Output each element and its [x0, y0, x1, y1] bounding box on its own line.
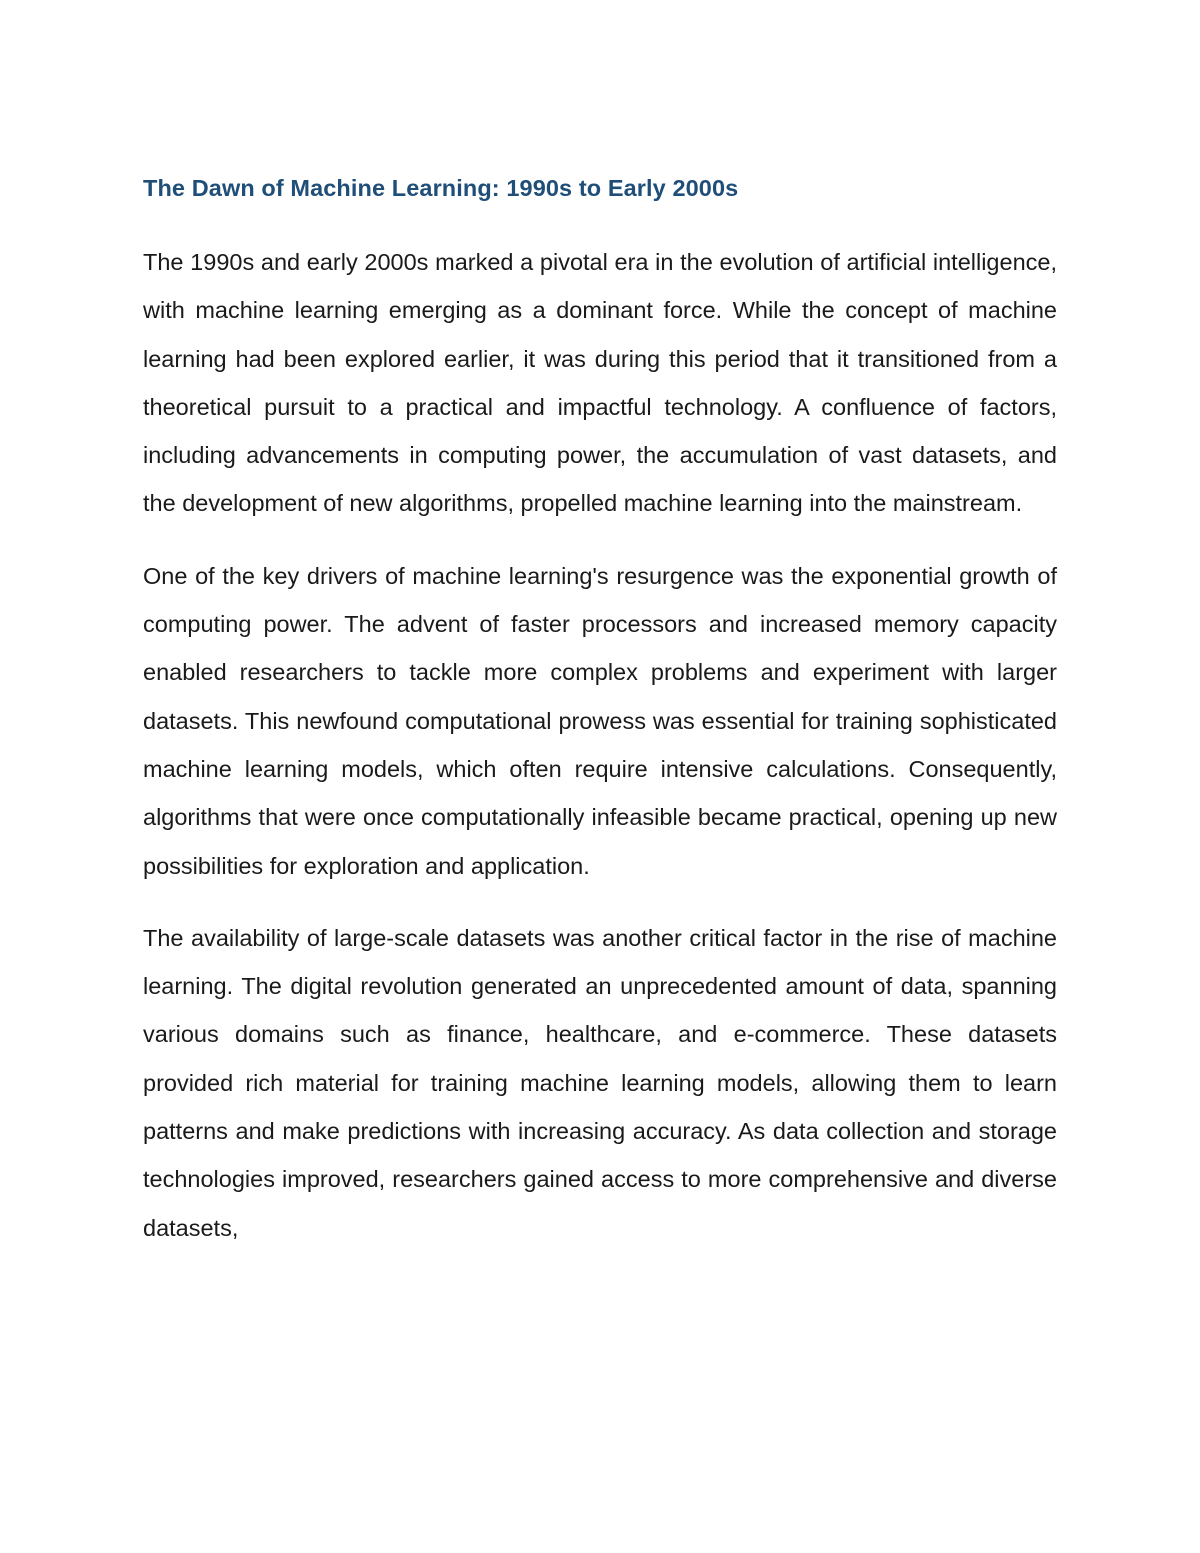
paragraph-3: The availability of large-scale datasets was another critical factor in the rise of machine learning. The digital revolution generated an unprecedented amount of data, spanning various domains such as finance, healthcare, and e-commerce. These datasets provided rich material for training machine learning models, allowing them to learn patterns and make predictions with increasing accuracy. As data collection and storage technologies improved, researchers gained access to more comprehensive and diverse datasets,	[143, 924, 1057, 1241]
section-heading: The Dawn of Machine Learning: 1990s to Early 2000s	[143, 175, 739, 201]
document-body	[143, 168, 1057, 1276]
paragraph-2: One of the key drivers of machine learning's resurgence was the exponential growth of computing power. The advent of faster processors and increased memory capacity enabled researchers to tackle more complex problems and experiment with larger datasets. This newfound computational prowess was essential for training sophisticated machine learning models, which often require intensive calculations. Consequently, algorithms that were once computationally infeasible became practical, opening up new possibilities for exploration and application.	[143, 562, 1057, 879]
paragraph-1: The 1990s and early 2000s marked a pivotal era in the evolution of artificial intelligence, with machine learning emerging as a dominant force. While the concept of machine learning had been explored earlier, it was during this period that it transitioned from a theoretical pursuit to a practical and impactful technology. A confluence of factors, including advancements in computing power, the accumulation of vast datasets, and the development of new algorithms, propelled machine learning into the mainstream.	[143, 249, 1057, 517]
